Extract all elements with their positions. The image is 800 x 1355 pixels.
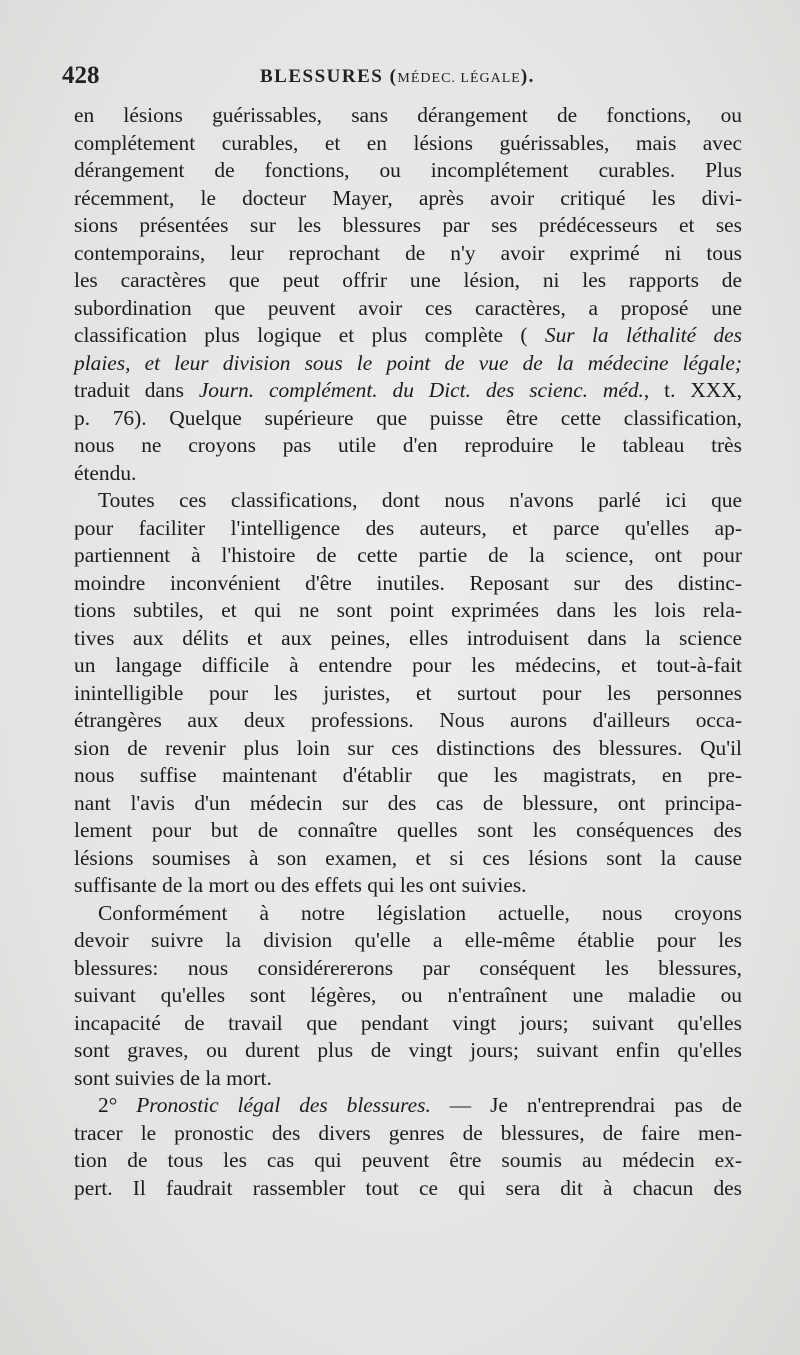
text-line: étendu. [74, 460, 137, 485]
text-line: moindre inconvénient d'être inutiles. Reposant sur des distinc- [74, 570, 742, 595]
text-span: , t. XXX, [643, 378, 742, 402]
text-line: contemporains, leur reprochant de n'y avoir exprimé ni tous [74, 240, 742, 265]
text-line: sions présentées sur les blessures par ses prédécesseurs et ses [74, 213, 742, 237]
text-line [74, 350, 742, 378]
text-line: sont graves, ou durent plus de vingt jours; suivant enfin qu'elles [74, 1038, 742, 1062]
text-line: tives aux délits et aux peines, elles introduisent dans la science [74, 625, 742, 650]
text-line: sion de revenir plus loin sur ces distinctions des blessures. Qu'il [74, 735, 742, 760]
text-span: classification plus logique et plus complète ( [74, 323, 528, 347]
page-number: 428 [62, 62, 100, 89]
text-span: traduit dans [74, 378, 199, 402]
text-line: pert. Il faudrait rassembler tout ce qui sera dit à chacun des [74, 1175, 742, 1200]
running-head-open: ( [383, 66, 398, 87]
section-title: Pronostic légal des blessures. [136, 1093, 431, 1117]
text-line: sont suivies de la mort. [74, 1065, 272, 1090]
text-line [74, 377, 742, 405]
page-header [62, 62, 742, 94]
citation-italic: Sur la léthalité des [544, 323, 742, 347]
text-line: pour faciliter l'intelligence des auteurs, et parce qu'elles ap- [74, 515, 742, 540]
text-line: Conformément à notre législation actuelle, nous croyons [98, 900, 742, 925]
citation-italic: plaies, et leur division sous le point de vue de la médecine légale; [74, 350, 742, 375]
running-head-subtitle: MÉDEC. LÉGALE [397, 71, 521, 86]
running-head-main: BLESSURES [260, 66, 384, 87]
text-line: p. 76). Quelque supérieure que puisse être cette classification, [74, 405, 742, 430]
text-line: suivant qu'elles sont légères, ou n'entraînent une maladie ou [74, 983, 742, 1007]
text-line: subordination que peuvent avoir ces caractères, a proposé une [74, 295, 742, 320]
text-line: lement pour but de connaître quelles sont les conséquences des [74, 818, 742, 842]
text-line: tion de tous les cas qui peuvent être soumis au médecin ex- [74, 1148, 742, 1172]
text-line: complétement curables, et en lésions guérissables, mais avec [74, 130, 742, 155]
text-line: récemment, le docteur Mayer, après avoir critiqué les divi- [74, 185, 742, 210]
text-line: tracer le pronostic des divers genres de blessures, de faire men- [74, 1120, 742, 1145]
text-line: suffisante de la mort ou des effets qui les ont suivies. [74, 873, 527, 897]
section-number: 2° [98, 1093, 118, 1117]
citation-italic: Journ. complément. du Dict. des scienc. méd. [198, 378, 644, 402]
text-line: dérangement de fonctions, ou incomplétement curables. Plus [74, 158, 742, 182]
text-line [74, 322, 742, 350]
text-line: lésions soumises à son examen, et si ces lésions sont la cause [74, 845, 742, 870]
text-span: — Je n'entreprendrai pas de [430, 1093, 742, 1117]
text-line: étrangères aux deux professions. Nous aurons d'ailleurs occa- [74, 708, 742, 732]
text-line: les caractères que peut offrir une lésion, ni les rapports de [74, 268, 742, 292]
text-line: blessures: nous considérererons par conséquent les blessures, [74, 955, 742, 980]
body-text [74, 102, 742, 1202]
running-head [260, 66, 535, 88]
text-line: nous ne croyons pas utile d'en reproduire le tableau très [74, 433, 742, 457]
text-line: Toutes ces classifications, dont nous n'avons parlé ici que [98, 488, 742, 512]
text-line: partiennent à l'histoire de cette partie de la science, ont pour [74, 543, 742, 567]
text-line: en lésions guérissables, sans dérangement de fonctions, ou [74, 103, 742, 127]
running-head-close: ). [520, 66, 535, 87]
section-heading-line [74, 1092, 742, 1120]
text-line: tions subtiles, et qui ne sont point exprimées dans les lois rela- [74, 598, 742, 622]
text-line: incapacité de travail que pendant vingt jours; suivant qu'elles [74, 1010, 742, 1035]
text-line: nous suffise maintenant d'établir que les magistrats, en pre- [74, 763, 742, 787]
text-line: devoir suivre la division qu'elle a elle-même établie pour les [74, 928, 742, 952]
text-line: un langage difficile à entendre pour les médecins, et tout-à-fait [74, 653, 742, 677]
text-line: nant l'avis d'un médecin sur des cas de blessure, ont principa- [74, 790, 742, 815]
text-line: inintelligible pour les juristes, et surtout pour les personnes [74, 680, 742, 705]
